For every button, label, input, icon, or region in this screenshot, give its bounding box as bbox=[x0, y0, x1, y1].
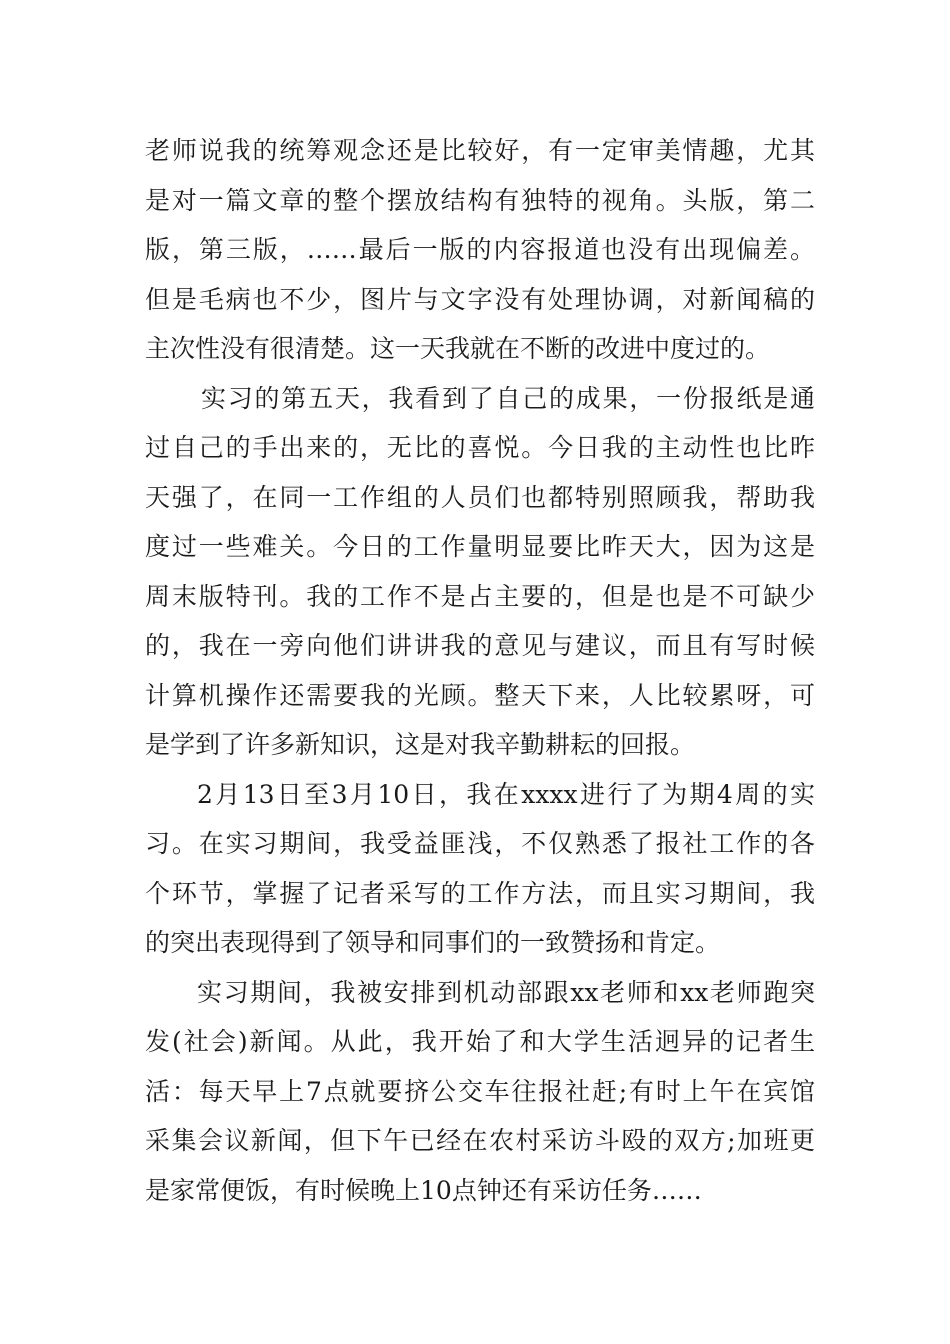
paragraph-2-line-7: 计算机操作还需要我的光顾。整天下来，人比较累呀，可 bbox=[145, 680, 815, 710]
paragraph-3-line-4: 的突出表现得到了领导和同事们的一致赞扬和肯定。 bbox=[145, 928, 721, 957]
paragraph-1-line-5: 主次性没有很清楚。这一天我就在不断的改进中度过的。 bbox=[145, 334, 771, 363]
paragraph-2-line-6: 的，我在一旁向他们讲讲我的意见与建议，而且有写时候 bbox=[145, 631, 815, 660]
paragraph-3-line-3: 个环节，掌握了记者采写的工作方法，而且实习期间，我 bbox=[145, 878, 815, 908]
paragraph-3-line-1: 2月13日至3月10日，我在xxxx进行了为期4周的实 bbox=[197, 779, 815, 809]
paragraph-2-line-4: 度过一些难关。今日的工作量明显要比昨天大，因为这是 bbox=[145, 532, 815, 561]
paragraph-4-line-1: 实习期间，我被安排到机动部跟xx老师和xx老师跑突 bbox=[197, 977, 815, 1007]
paragraph-2-line-5: 周末版特刊。我的工作不是占主要的，但是也是不可缺少 bbox=[145, 581, 815, 611]
paragraph-3-line-2: 习。在实习期间，我受益匪浅，不仅熟悉了报社工作的各 bbox=[145, 829, 815, 858]
paragraph-4-line-4: 采集会议新闻，但下午已经在农村采访斗殴的双方;加班更 bbox=[145, 1126, 815, 1155]
paragraph-4-line-5: 是家常便饭，有时候晚上10点钟还有采访任务…… bbox=[145, 1175, 702, 1205]
paragraph-2-line-1: 实习的第五天，我看到了自己的成果，一份报纸是通 bbox=[201, 383, 815, 413]
paragraph-2-line-3: 天强了，在同一工作组的人员们也都特别照顾我，帮助我 bbox=[145, 482, 815, 512]
paragraph-1-line-2: 是对一篇文章的整个摆放结构有独特的视角。头版，第二 bbox=[145, 185, 815, 215]
paragraph-1-line-1: 老师说我的统筹观念还是比较好，有一定审美情趣，尤其 bbox=[145, 136, 815, 165]
paragraph-4-line-2: 发(社会)新闻。从此，我开始了和大学生活迥异的记者生 bbox=[145, 1027, 815, 1056]
document-body bbox=[145, 126, 815, 1215]
paragraph-4-line-3: 活：每天早上7点就要挤公交车往报社赶;有时上午在宾馆 bbox=[145, 1076, 815, 1106]
paragraph-2-line-2: 过自己的手出来的，无比的喜悦。今日我的主动性也比昨 bbox=[145, 433, 815, 462]
paragraph-1-line-3: 版，第三版，……最后一版的内容报道也没有出现偏差。 bbox=[145, 235, 815, 264]
paragraph-1-line-4: 但是毛病也不少，图片与文字没有处理协调，对新闻稿的 bbox=[145, 284, 815, 314]
paragraph-2-line-8: 是学到了许多新知识，这是对我辛勤耕耘的回报。 bbox=[145, 730, 696, 759]
